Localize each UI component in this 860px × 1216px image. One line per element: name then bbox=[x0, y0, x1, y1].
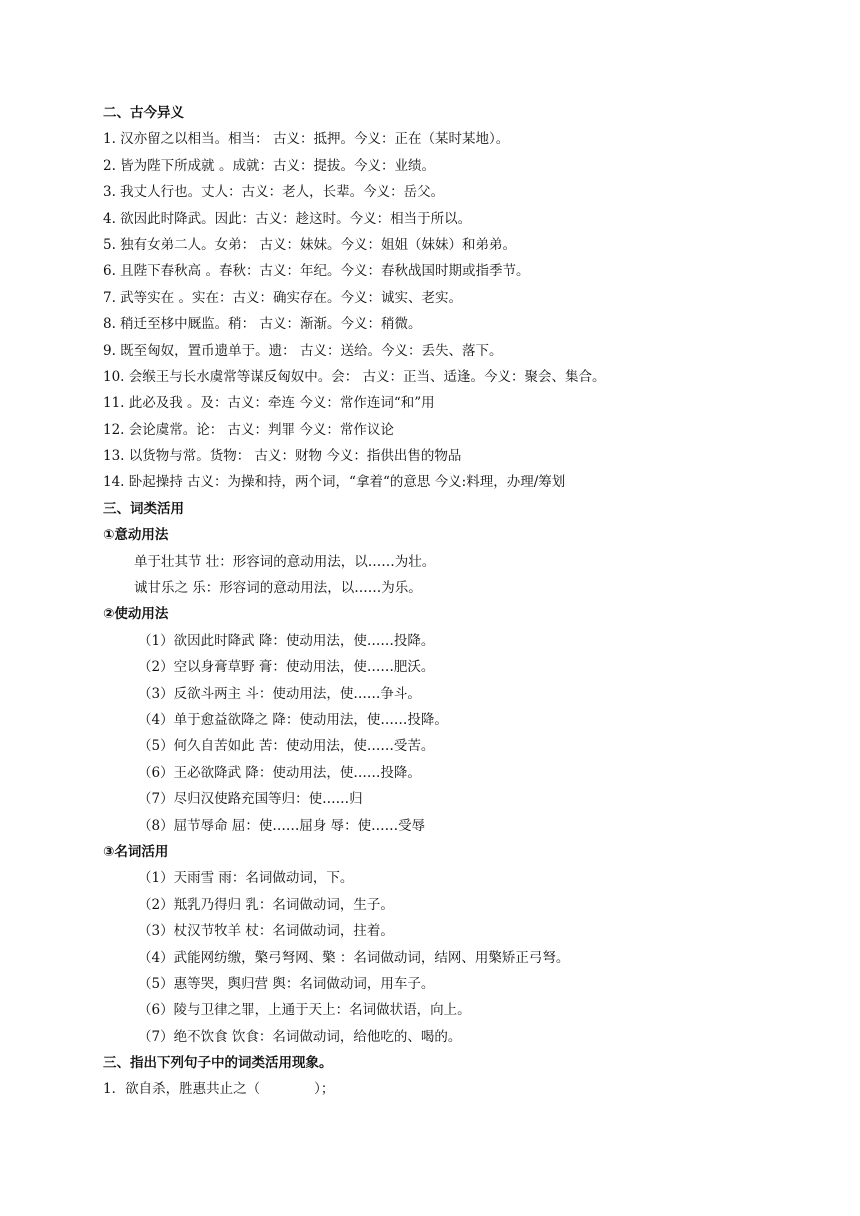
list-item: 12. 会论虞常。论： 古义：判罪 今义：常作议论 bbox=[103, 421, 394, 438]
list-item: 单于壮其节 壮：形容词的意动用法，以……为壮。 bbox=[134, 553, 436, 570]
list-item: 9. 既至匈奴，置币遗单于。遗： 古义：送给。今义：丢失、落下。 bbox=[103, 342, 503, 359]
list-item: （2）羝乳乃得归 乳：名词做动词，生子。 bbox=[138, 896, 394, 913]
list-item: 14. 卧起操持 古义：为操和持，两个词，“拿着“的意思 今义:料理，办理/筹划 bbox=[103, 474, 566, 491]
list-item: （4）单于愈益欲降之 降：使动用法，使……投降。 bbox=[138, 711, 448, 728]
list-item: 6. 且陛下春秋高 。春秋：古义：年纪。今义：春秋战国时期或指季节。 bbox=[103, 263, 530, 280]
list-item: 2. 皆为陛下所成就 。成就：古义：提拔。今义：业绩。 bbox=[103, 157, 435, 174]
list-item: （6）陵与卫律之罪，上通于天上：名词做状语，向上。 bbox=[138, 1002, 471, 1019]
list-item: 4. 欲因此时降武。因此：古义：趁这时。今义：相当于所以。 bbox=[103, 210, 472, 227]
list-item: 11. 此必及我 。及：古义：牵连 今义：常作连词“和”用 bbox=[103, 395, 435, 412]
section-heading-gujin-yiyi: 二、古今异义 bbox=[103, 105, 184, 121]
list-item: （2）空以身膏草野 膏：使动用法，使……肥沃。 bbox=[138, 659, 435, 676]
list-item: （7）绝不饮食 饮食：名词做动词，给他吃的、喝的。 bbox=[138, 1028, 462, 1045]
document-page bbox=[103, 100, 803, 1103]
list-item: （7）尽归汉使路充国等归：使……归 bbox=[138, 791, 363, 808]
subheading-yidong: ①意动用法 bbox=[103, 527, 169, 544]
list-item: 3. 我丈人行也。丈人：古义：老人，长辈。今义：岳父。 bbox=[103, 184, 445, 201]
list-item: 5. 独有女弟二人。女弟： 古义：妹妹。今义：姐姐（妹妹）和弟弟。 bbox=[103, 236, 516, 253]
list-item: 7. 武等实在 。实在：古义：确实存在。今义：诚实、老实。 bbox=[103, 289, 462, 306]
list-item: （6）王必欲降武 降：使动用法，使……投降。 bbox=[138, 764, 421, 781]
list-item: （1）天雨雪 雨：名词做动词，下。 bbox=[138, 870, 354, 887]
list-item: （3）反欲斗两主 斗：使动用法，使……争斗。 bbox=[138, 685, 421, 702]
list-item: （1）欲因此时降武 降：使动用法，使……投降。 bbox=[138, 632, 435, 649]
subheading-mingci: ③名词活用 bbox=[103, 843, 169, 860]
list-item: 10. 会缑王与长水虞常等谋反匈奴中。会： 古义：正当、适逢。今义：聚会、集合。 bbox=[103, 368, 606, 385]
list-item: 1. 汉亦留之以相当。相当： 古义：抵押。今义：正在（某时某地）。 bbox=[103, 131, 510, 148]
list-item: 诚甘乐之 乐：形容词的意动用法，以……为乐。 bbox=[134, 580, 422, 597]
subheading-shidong: ②使动用法 bbox=[103, 606, 169, 623]
list-item: （5）何久自苦如此 苦：使动用法，使……受苦。 bbox=[138, 738, 435, 755]
list-item: （5）惠等哭，舆归营 舆：名词做动词，用车子。 bbox=[138, 975, 435, 992]
list-item: （3）杖汉节牧羊 杖：名词做动词，拄着。 bbox=[138, 923, 394, 940]
list-item: （4）武能网纺缴，檠弓弩网、檠 ：名词做动词，结网、用檠矫正弓弩。 bbox=[138, 949, 570, 966]
section-heading-exercise: 三、指出下列句子中的词类活用现象。 bbox=[103, 1055, 333, 1072]
exercise-item: 1．欲自杀，胜惠共止之（ ）； bbox=[103, 1081, 335, 1098]
section-heading-cilei-huoyong: 三、词类活用 bbox=[103, 500, 184, 517]
list-item: 8. 稍迁至栘中厩监。稍： 古义：渐渐。今义：稍微。 bbox=[103, 316, 422, 333]
list-item: （8）屈节辱命 屈：使……屈身 辱：使……受辱 bbox=[138, 817, 426, 834]
list-item: 13. 以货物与常。货物： 古义：财物 今义：指供出售的物品 bbox=[103, 448, 462, 465]
